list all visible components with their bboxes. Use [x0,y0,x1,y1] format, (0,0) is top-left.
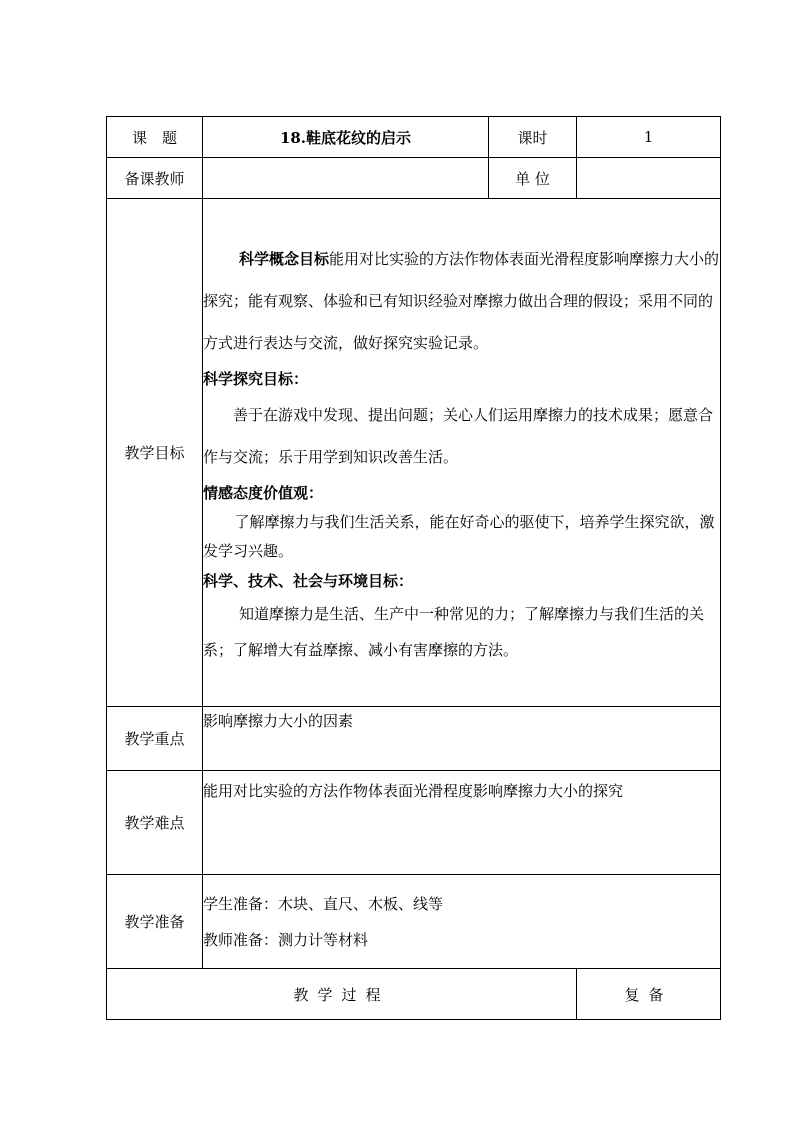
key-point-label: 教学重点 [107,707,203,771]
preparation-label: 教学准备 [107,875,203,969]
sts-goal-text: 知道摩擦力是生活、生产中一种常见的力；了解摩擦力与我们生活的关系；了解增大有益摩擦、减小有害摩擦的方法。 [203,604,705,659]
sts-goal-heading: 科学、技术、社会与环境目标： [203,571,414,590]
teacher-row [107,158,721,199]
unit-value [577,158,721,199]
goals-label: 教学目标 [107,199,203,707]
difficulty-label: 教学难点 [107,771,203,875]
preparation-content [203,875,721,969]
difficulty-row [107,771,721,875]
topic-row [107,117,721,158]
goals-content [203,199,721,707]
topic-label: 课 题 [107,117,203,158]
period-value: 1 [577,117,721,158]
process-label: 教学过程 [107,969,577,1020]
difficulty-text: 能用对比实验的方法作物体表面光滑程度影响摩擦力大小的探究 [203,771,721,875]
key-point-text: 影响摩擦力大小的因素 [203,707,721,771]
concept-goal-paragraph [203,238,720,364]
unit-label: 单 位 [489,158,577,199]
review-label: 复备 [577,969,721,1020]
goals-row [107,199,721,707]
teacher-value [203,158,489,199]
key-point-row [107,707,721,771]
emotion-goal-heading: 情感态度价值观： [203,483,324,502]
period-label: 课时 [489,117,577,158]
concept-goal-text: 能用对比实验的方法作物体表面光滑程度影响摩擦力大小的探究；能有观察、体验和已有知识经验对摩擦力做出合理的假设；采用不同的方式进行表达与交流，做好探究实验记录。 [203,249,720,352]
process-row [107,969,721,1020]
topic-value: 18.鞋底花纹的启示 [203,117,489,158]
emotion-goal-text: 了解摩擦力与我们生活关系，能在好奇心的驱使下，培养学生探究欲，激发学习兴趣。 [203,512,715,560]
student-preparation: 学生准备：木块、直尺、木板、线等 [203,894,444,913]
lesson-plan-table [106,116,721,1020]
teacher-label: 备课教师 [107,158,203,199]
preparation-row [107,875,721,969]
inquiry-goal-text: 善于在游戏中发现、提出问题；关心人们运用摩擦力的技术成果；愿意合作与交流；乐于用学到知识改善生活。 [203,405,714,466]
teacher-preparation: 教师准备：测力计等材料 [203,930,369,949]
concept-goal-heading: 科学概念目标 [239,249,330,268]
inquiry-goal-heading: 科学探究目标： [203,369,309,388]
